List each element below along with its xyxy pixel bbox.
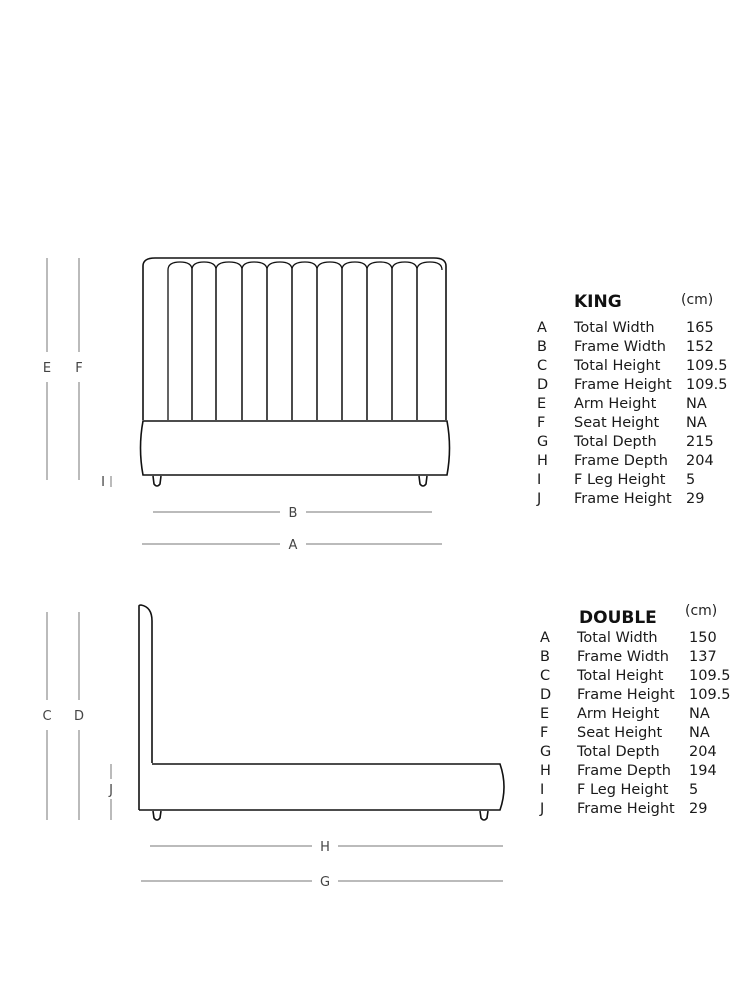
spec-value: 109.5 (686, 358, 728, 374)
spec-letter: A (537, 320, 547, 336)
spec-value: 137 (689, 649, 717, 665)
double-unit: (cm) (685, 603, 718, 619)
front-dimensions (47, 258, 442, 544)
spec-label: Total Depth (577, 744, 660, 760)
spec-label: F Leg Height (577, 782, 669, 798)
spec-letter: E (540, 706, 550, 722)
dim-label-f: F (75, 361, 83, 376)
spec-label: Arm Height (577, 706, 660, 722)
front-leg-left (153, 476, 161, 486)
dim-label-a: A (288, 538, 298, 553)
spec-letter: H (540, 763, 551, 779)
spec-value: NA (686, 415, 707, 431)
front-view (141, 258, 450, 486)
spec-letter: C (537, 358, 548, 374)
spec-label: Total Depth (574, 434, 657, 450)
spec-letter: J (537, 491, 542, 507)
headboard-channels (168, 262, 442, 420)
double-title: DOUBLE (579, 608, 657, 628)
spec-value: 215 (686, 434, 714, 450)
spec-value: NA (686, 396, 707, 412)
spec-letter: D (537, 377, 549, 393)
dim-label-i: I (101, 475, 105, 490)
spec-value: 204 (689, 744, 717, 760)
side-dimensions (47, 612, 503, 881)
spec-label: Total Height (574, 358, 661, 374)
spec-letter: J (540, 801, 545, 817)
spec-letter: C (540, 668, 551, 684)
spec-value: 109.5 (689, 687, 731, 703)
side-view (139, 605, 504, 820)
side-leg-back (480, 811, 488, 820)
dim-label-e: E (42, 361, 52, 376)
spec-value: 194 (689, 763, 717, 779)
spec-label: Total Width (574, 320, 655, 336)
spec-letter: H (537, 453, 548, 469)
spec-value: NA (689, 706, 710, 722)
spec-label: F Leg Height (574, 472, 666, 488)
spec-value: 29 (686, 491, 705, 507)
spec-value: 109.5 (689, 668, 731, 684)
side-base-frame (139, 764, 504, 810)
spec-label: Total Width (577, 630, 658, 646)
spec-letter: B (537, 339, 547, 355)
spec-label: Frame Depth (577, 763, 671, 779)
spec-letter: I (540, 782, 545, 798)
spec-letter: E (537, 396, 547, 412)
dim-label-c: C (42, 709, 52, 724)
spec-value: 150 (689, 630, 717, 646)
king-unit: (cm) (681, 292, 714, 308)
dim-label-d: D (73, 709, 85, 724)
spec-value: 29 (689, 801, 708, 817)
side-headboard (139, 605, 152, 810)
spec-letter: B (540, 649, 550, 665)
spec-value: 109.5 (686, 377, 728, 393)
side-leg-front (153, 811, 161, 820)
spec-label: Frame Height (574, 491, 672, 507)
spec-label: Seat Height (574, 415, 660, 431)
spec-label: Frame Height (574, 377, 672, 393)
dim-label-j: J (109, 783, 113, 798)
spec-label: Total Height (577, 668, 664, 684)
spec-letter: F (537, 415, 546, 431)
spec-letter: A (540, 630, 550, 646)
spec-letter: G (540, 744, 552, 760)
dim-label-h: H (320, 840, 330, 855)
front-headboard (143, 258, 446, 420)
spec-value: 5 (686, 472, 696, 488)
spec-value: 152 (686, 339, 714, 355)
spec-label: Frame Depth (574, 453, 668, 469)
spec-letter: F (540, 725, 549, 741)
front-leg-right (419, 476, 427, 486)
spec-value: NA (689, 725, 710, 741)
spec-label: Frame Height (577, 687, 675, 703)
dim-label-b: B (288, 506, 298, 521)
spec-label: Arm Height (574, 396, 657, 412)
spec-label: Frame Height (577, 801, 675, 817)
spec-label: Frame Width (577, 649, 669, 665)
spec-value: 5 (689, 782, 699, 798)
spec-letter: G (537, 434, 549, 450)
spec-value: 165 (686, 320, 714, 336)
dim-label-g: G (319, 875, 331, 890)
spec-label: Seat Height (577, 725, 663, 741)
spec-letter: D (540, 687, 552, 703)
king-title: KING (574, 292, 622, 312)
spec-letter: I (537, 472, 542, 488)
front-base-frame (141, 421, 450, 475)
spec-value: 204 (686, 453, 714, 469)
spec-label: Frame Width (574, 339, 666, 355)
